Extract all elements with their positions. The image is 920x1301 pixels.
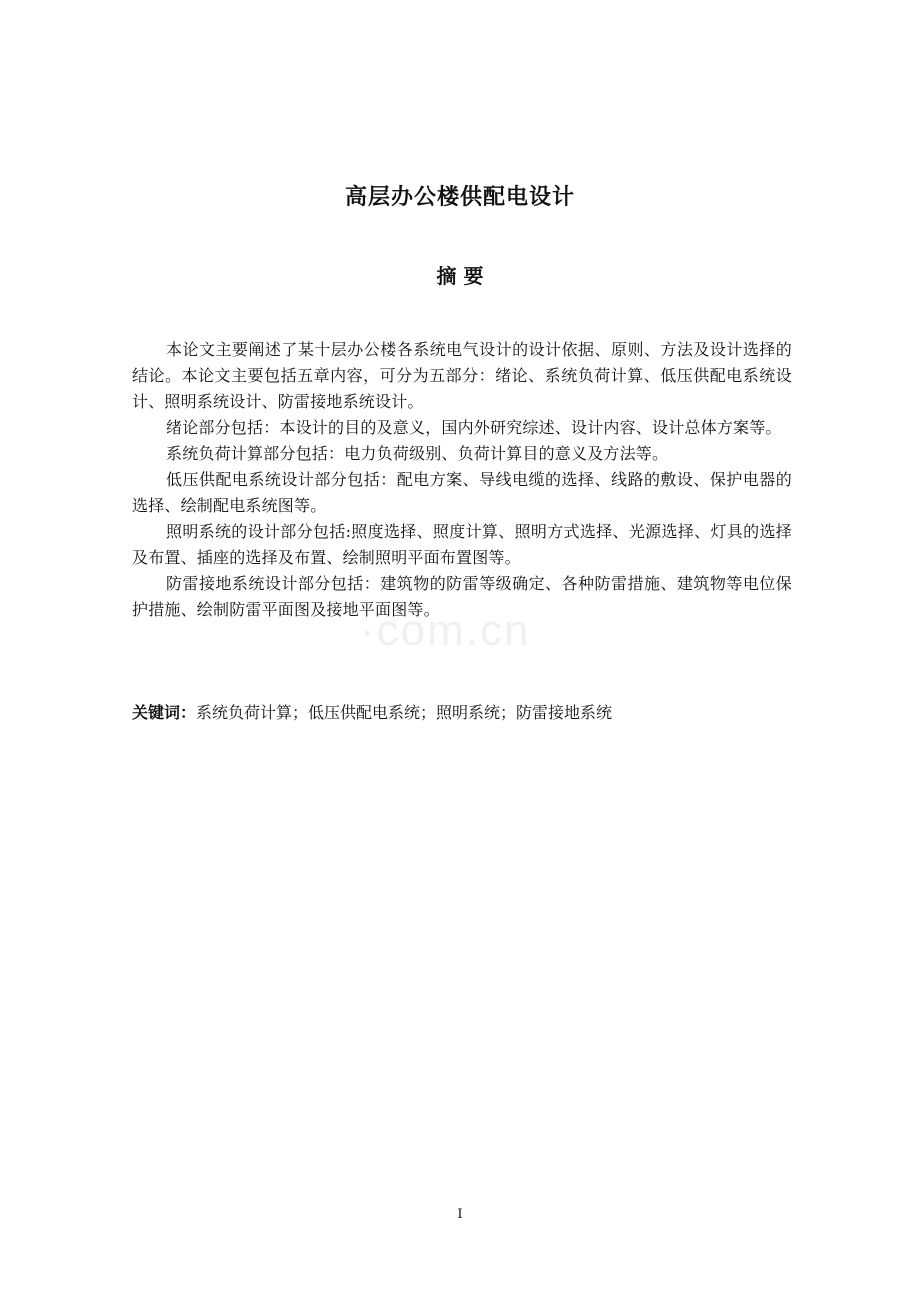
abstract-paragraph: 低压供配电系统设计部分包括：配电方案、导线电缆的选择、线路的敷设、保护电器的选择、绘制配电系统图等。: [132, 470, 792, 515]
keywords-text: 系统负荷计算；低压供配电系统；照明系统；防雷接地系统: [196, 703, 613, 722]
watermark: ·com.cn: [360, 606, 531, 655]
keywords-label: 关键词：: [132, 703, 197, 722]
abstract-paragraph: 照明系统的设计部分包括:照度选择、照度计算、照明方式选择、光源选择、灯具的选择及布置、插座的选择及布置、绘制照明平面布置图等。: [132, 522, 792, 567]
document-title: 高层办公楼供配电设计: [344, 184, 575, 210]
keywords-line: [132, 700, 792, 726]
page-number: I: [457, 1207, 463, 1222]
abstract-heading: 摘 要: [436, 264, 484, 288]
abstract-body: [132, 337, 792, 623]
abstract-paragraph: 绪论部分包括：本设计的目的及意义，国内外研究综述、设计内容、设计总体方案等。: [166, 418, 782, 437]
abstract-paragraph: 系统负荷计算部分包括：电力负荷级别、负荷计算目的意义及方法等。: [166, 444, 669, 463]
abstract-paragraph: 本论文主要阐述了某十层办公楼各系统电气设计的设计依据、原则、方法及设计选择的结论。本论文主要包括五章内容，可分为五部分：绪论、系统负荷计算、低压供配电系统设计、照明系统设计、防雷接地系统设计。: [132, 340, 792, 411]
abstract-paragraph: 防雷接地系统设计部分包括：建筑物的防雷等级确定、各种防雷措施、建筑物等电位保护措施、绘制防雷平面图及接地平面图等。: [132, 574, 792, 619]
